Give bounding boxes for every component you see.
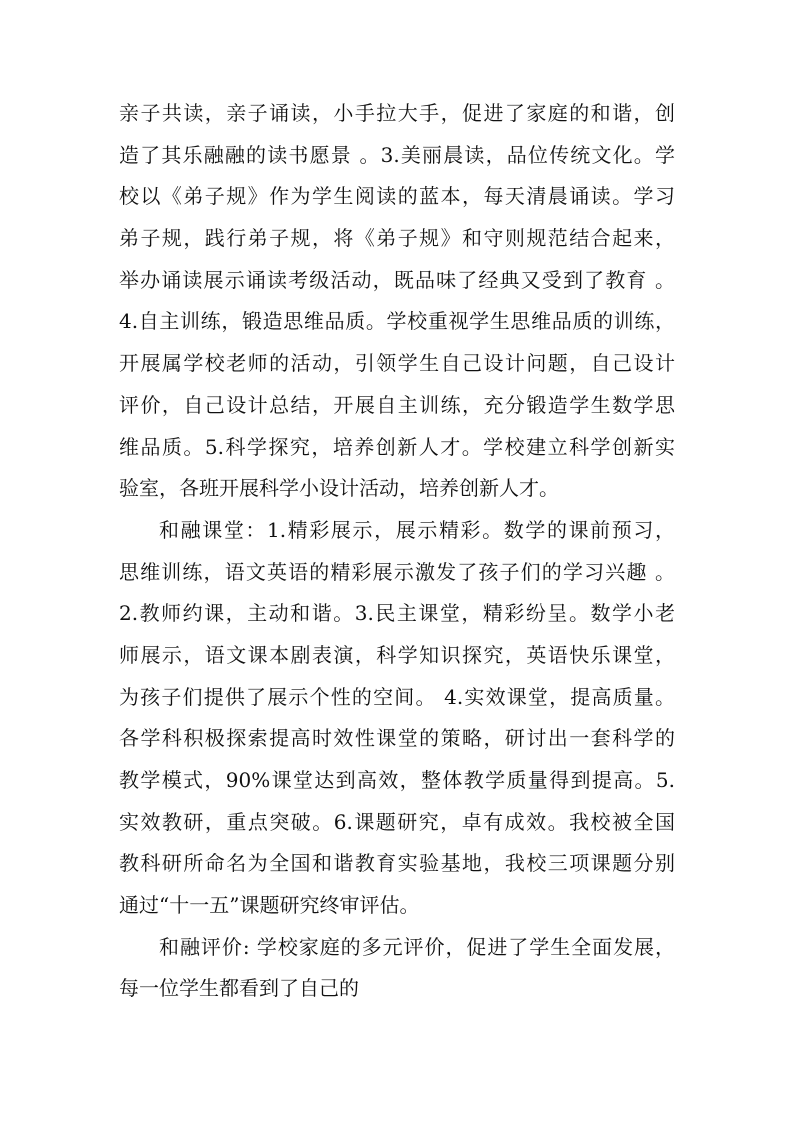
text-line: 4.自主训练，锻造思维品质。学校重视学生思维品质的训练， [119,309,675,334]
text-line: 教学模式，90%课堂达到高效，整体教学质量得到提高。5. [119,768,675,792]
text-line: 实效教研，重点突破。6.课题研究，卓有成效。我校被全国 [119,809,675,834]
paragraph-start-line: 和融课堂：1.精彩展示，展示精彩。数学的课前预习， [159,517,675,542]
text-line: 每一位学生都看到了自己的 [119,976,359,1001]
text-line: 维品质。5.科学探究，培养创新人才。学校建立科学创新实 [119,434,675,459]
text-line: 为孩子们提供了展示个性的空间。 4.实效课堂，提高质量。 [119,684,675,709]
text-line: 弟子规，践行弟子规，将《弟子规》和守则规范结合起来， [119,226,675,251]
text-line: 师展示，语文课本剧表演，科学知识探究，英语快乐课堂， [119,642,675,667]
text-line: 举办诵读展示诵读考级活动，既品味了经典又受到了教育 。 [119,267,675,292]
text-line: 开展属学校老师的活动，引领学生自己设计问题，自己设计 [119,351,675,376]
text-line: 思维训练，语文英语的精彩展示激发了孩子们的学习兴趣 。 [119,559,675,584]
text-line: 教科研所命名为全国和谐教育实验基地，我校三项课题分别 [119,851,675,876]
text-line: 评价，自己设计总结，开展自主训练，充分锻造学生数学思 [119,392,675,417]
text-line: 各学科积极探索提高时效性课堂的策略，研讨出一套科学的 [119,726,675,751]
body-text [119,93,675,1010]
text-line: 通过“十一五”课题研究终审评估。 [119,893,420,918]
text-line: 2.教师约课，主动和谐。3.民主课堂，精彩纷呈。数学小老 [119,601,675,626]
text-line: 校以《弟子规》作为学生阅读的蓝本，每天清晨诵读。学习 [119,184,675,209]
paragraph-start-line: 和融评价: 学校家庭的多元评价，促进了学生全面发展， [159,934,675,959]
text-line: 造了其乐融融的读书愿景 。3.美丽晨读，品位传统文化。学 [119,142,675,167]
text-line: 验室，各班开展科学小设计活动，培养创新人才。 [119,476,559,501]
text-line: 亲子共读，亲子诵读，小手拉大手，促进了家庭的和谐，创 [119,101,675,125]
